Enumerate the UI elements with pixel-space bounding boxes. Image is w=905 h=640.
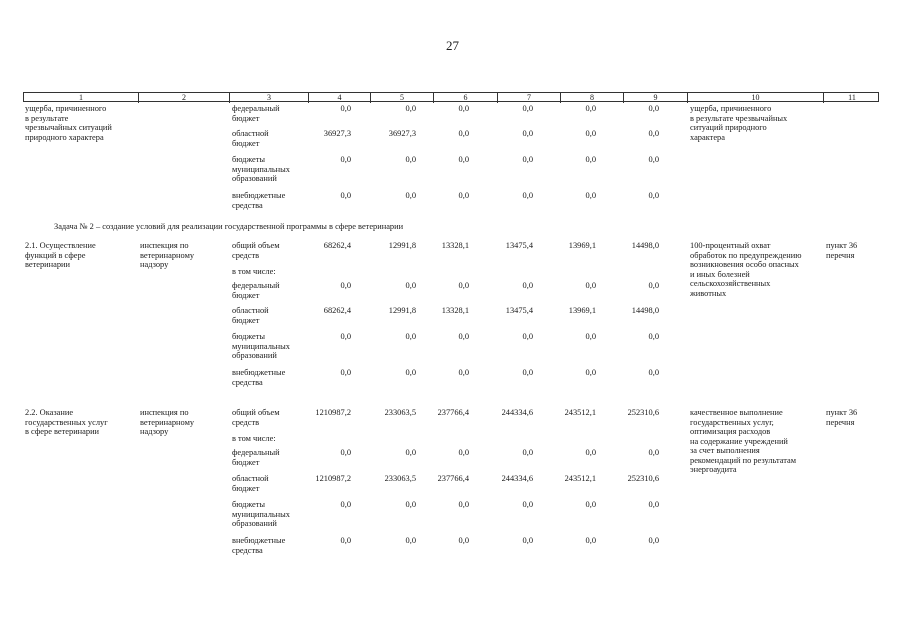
value-cell: 36927,3 [323, 129, 351, 138]
executor: ветеринарному [140, 417, 195, 427]
funding-source: муниципальных [232, 509, 290, 519]
funding-source: внебюджетные [232, 536, 286, 545]
value-cell: 1210987,2 [315, 474, 351, 483]
header-col-2: 2 [138, 93, 229, 103]
funding-source: образований [232, 174, 277, 183]
value-cell: 243512,1 [564, 408, 596, 417]
value-cell: 0,0 [585, 191, 596, 200]
value-cell: 0,0 [458, 500, 469, 509]
funding-source: внебюджетные [232, 368, 286, 377]
expected-result: обработок по предупреждению [690, 250, 802, 260]
funding-source: в том числе: [232, 434, 276, 443]
value-cell: 0,0 [405, 536, 416, 545]
expected-result: ситуаций природного [690, 123, 767, 132]
value-cell: 68262,4 [323, 241, 351, 250]
funding-source: бюджет [232, 290, 260, 300]
funding-source: бюджеты [232, 332, 266, 341]
value-cell: 0,0 [522, 448, 533, 457]
funding-source: бюджеты [232, 500, 266, 509]
expected-result: оптимизация расходов [690, 427, 771, 436]
value-cell: 0,0 [522, 155, 533, 164]
header-col-11: 11 [823, 93, 880, 103]
value-cell: 0,0 [340, 155, 351, 164]
measure-name: функций в сфере [25, 250, 86, 260]
header-col-7: 7 [497, 93, 560, 103]
value-cell: 0,0 [522, 332, 533, 341]
value-cell: 14498,0 [631, 306, 659, 315]
value-cell: 0,0 [405, 332, 416, 341]
measure-name: в сфере ветеринарии [25, 427, 100, 436]
value-cell: 244334,6 [501, 408, 533, 417]
executor: инспекция по [140, 241, 189, 250]
expected-result: на содержание учреждений [690, 436, 788, 446]
value-cell: 0,0 [648, 104, 659, 113]
value-cell: 0,0 [458, 155, 469, 164]
task-heading: Задача № 2 – создание условий для реализации государственной программы в сфере ветеринарии [54, 222, 404, 231]
value-cell: 68262,4 [323, 306, 351, 315]
funding-source: образований [232, 351, 277, 360]
value-cell: 237766,4 [437, 408, 469, 417]
measure-name: природного характера [25, 132, 104, 142]
expected-result: 100-процентный охват [690, 241, 771, 250]
header-col-8: 8 [560, 93, 623, 103]
page-number: 27 [446, 38, 459, 53]
value-cell: 244334,6 [501, 474, 533, 483]
reference: перечня [826, 250, 855, 260]
value-cell: 0,0 [648, 155, 659, 164]
value-cell: 0,0 [405, 368, 416, 377]
header-col-1: 1 [79, 93, 83, 102]
value-cell: 0,0 [405, 500, 416, 509]
funding-source: федеральный [232, 448, 280, 457]
funding-source: средства [232, 377, 263, 387]
funding-source: образований [232, 519, 277, 528]
value-cell: 0,0 [585, 536, 596, 545]
value-cell: 0,0 [340, 332, 351, 341]
measure-name: ущерба, причиненного [25, 104, 107, 113]
header-col-4: 4 [308, 93, 370, 103]
value-cell: 0,0 [585, 368, 596, 377]
funding-source: областной [232, 474, 269, 483]
value-cell: 0,0 [522, 104, 533, 113]
value-cell: 0,0 [458, 104, 469, 113]
value-cell: 0,0 [585, 155, 596, 164]
funding-source: областной [232, 129, 269, 138]
funding-source: средств [232, 417, 260, 427]
funding-source: средства [232, 200, 263, 210]
value-cell: 0,0 [585, 129, 596, 138]
measure-name: ветеринарии [25, 260, 71, 269]
value-cell: 0,0 [405, 448, 416, 457]
value-cell: 233063,5 [384, 408, 416, 417]
value-cell: 0,0 [458, 129, 469, 138]
value-cell: 0,0 [340, 281, 351, 290]
funding-source: средств [232, 250, 260, 260]
funding-source: федеральный [232, 281, 280, 290]
header-col-6: 6 [433, 93, 497, 103]
value-cell: 0,0 [458, 191, 469, 200]
funding-source: бюджет [232, 483, 260, 493]
funding-source: бюджет [232, 113, 260, 123]
header-col-9: 9 [623, 93, 687, 103]
value-cell: 0,0 [585, 448, 596, 457]
value-cell: 36927,3 [388, 129, 416, 138]
expected-result: рекомендаций по результатам [690, 455, 797, 465]
value-cell: 0,0 [648, 368, 659, 377]
header-col-3: 3 [229, 93, 308, 103]
executor: инспекция по [140, 408, 189, 417]
value-cell: 0,0 [405, 155, 416, 164]
value-cell: 0,0 [458, 368, 469, 377]
measure-name: в результате [25, 113, 69, 123]
value-cell: 252310,6 [627, 474, 659, 483]
funding-source: общий объем [232, 241, 280, 250]
value-cell: 0,0 [340, 191, 351, 200]
executor: ветеринарному [140, 250, 195, 260]
header-col-5: 5 [370, 93, 433, 103]
expected-result: энергоаудита [690, 465, 737, 474]
value-cell: 0,0 [340, 536, 351, 545]
expected-result: ущерба, причиненного [690, 104, 772, 113]
value-cell: 0,0 [405, 281, 416, 290]
expected-result: в результате чрезвычайных [690, 113, 788, 123]
value-cell: 233063,5 [384, 474, 416, 483]
value-cell: 0,0 [522, 500, 533, 509]
value-cell: 13969,1 [568, 306, 596, 315]
expected-result: возникновения особо опасных [690, 260, 799, 269]
expected-result: сельскохозяйственных [690, 279, 771, 288]
funding-source: бюджет [232, 315, 260, 325]
value-cell: 0,0 [522, 129, 533, 138]
value-cell: 252310,6 [627, 408, 659, 417]
funding-source: областной [232, 306, 269, 315]
value-cell: 12991,8 [388, 241, 416, 250]
value-cell: 0,0 [648, 332, 659, 341]
value-cell: 0,0 [340, 368, 351, 377]
value-cell: 13328,1 [441, 241, 469, 250]
measure-name: 2.2. Оказание [25, 408, 74, 417]
expected-result: качественное выполнение [690, 408, 783, 417]
value-cell: 0,0 [648, 536, 659, 545]
value-cell: 0,0 [458, 448, 469, 457]
expected-result: животных [690, 288, 727, 298]
header-col-10: 10 [687, 93, 823, 103]
value-cell: 0,0 [585, 281, 596, 290]
value-cell: 12991,8 [388, 306, 416, 315]
funding-source: в том числе: [232, 267, 276, 276]
value-cell: 0,0 [648, 191, 659, 200]
value-cell: 0,0 [340, 448, 351, 457]
funding-source: общий объем [232, 408, 280, 417]
executor: надзору [140, 427, 169, 436]
table-header [23, 92, 879, 102]
funding-source: внебюджетные [232, 191, 286, 200]
funding-source: бюджеты [232, 155, 266, 164]
expected-result: и иных болезней [690, 269, 750, 279]
value-cell: 0,0 [458, 281, 469, 290]
value-cell: 243512,1 [564, 474, 596, 483]
value-cell: 0,0 [585, 104, 596, 113]
value-cell: 0,0 [458, 332, 469, 341]
value-cell: 13475,4 [505, 241, 533, 250]
value-cell: 1210987,2 [315, 408, 351, 417]
reference: пункт 36 [826, 241, 858, 250]
value-cell: 13475,4 [505, 306, 533, 315]
expected-result: характера [690, 132, 725, 142]
value-cell: 0,0 [648, 129, 659, 138]
value-cell: 0,0 [585, 332, 596, 341]
funding-source: муниципальных [232, 341, 290, 351]
value-cell: 0,0 [522, 536, 533, 545]
measure-name: 2.1. Осуществление [25, 241, 96, 250]
value-cell: 0,0 [522, 368, 533, 377]
value-cell: 0,0 [648, 500, 659, 509]
reference: перечня [826, 417, 855, 427]
measure-name: чрезвычайных ситуаций [25, 123, 112, 132]
value-cell: 0,0 [585, 500, 596, 509]
reference: пункт 36 [826, 408, 858, 417]
value-cell: 0,0 [340, 500, 351, 509]
funding-source: бюджет [232, 138, 260, 148]
funding-source: муниципальных [232, 164, 290, 174]
executor: надзору [140, 260, 169, 269]
funding-source: федеральный [232, 104, 280, 113]
value-cell: 0,0 [340, 104, 351, 113]
value-cell: 14498,0 [631, 241, 659, 250]
value-cell: 0,0 [522, 281, 533, 290]
funding-source: средства [232, 545, 263, 555]
expected-result: государственных услуг, [690, 417, 774, 427]
value-cell: 0,0 [648, 281, 659, 290]
expected-result: за счет выполнения [690, 446, 760, 455]
value-cell: 0,0 [648, 448, 659, 457]
value-cell: 0,0 [458, 536, 469, 545]
value-cell: 0,0 [405, 191, 416, 200]
value-cell: 0,0 [522, 191, 533, 200]
measure-name: государственных услуг [25, 417, 108, 427]
value-cell: 13969,1 [568, 241, 596, 250]
value-cell: 13328,1 [441, 306, 469, 315]
value-cell: 237766,4 [437, 474, 469, 483]
value-cell: 0,0 [405, 104, 416, 113]
funding-source: бюджет [232, 457, 260, 467]
